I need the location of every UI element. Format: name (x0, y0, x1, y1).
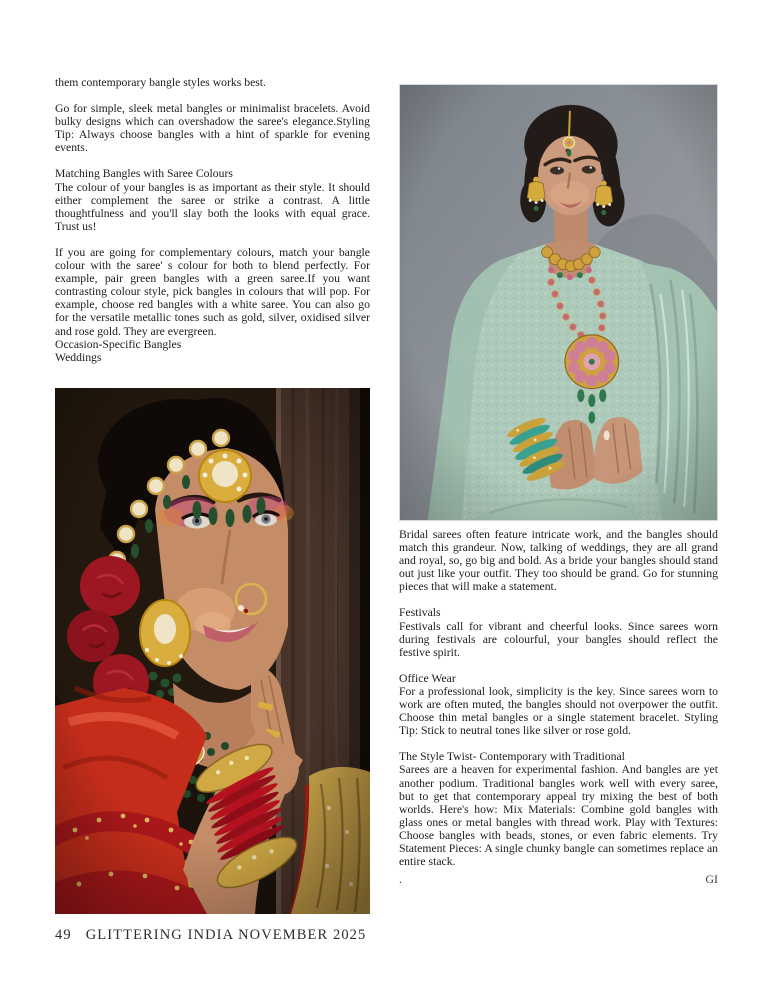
bridal-red-illustration (55, 388, 370, 914)
paragraph-contemporary: them contemporary bangle styles works best. (55, 76, 266, 89)
paragraph-office-wear: For a professional look, simplicity is the key. Since sarees worn to work are often muted, the bangles should not overpower the outfit. Choose thin metal bangles or a single statement bracelet. Styling Tip: Stick to neutral tones like silver or rose gold. (399, 684, 718, 738)
pastel-saree-photo (399, 84, 718, 521)
heading-occasion-specific: Occasion-Specific Bangles (55, 337, 182, 351)
masthead-text: GLITTERING INDIA NOVEMBER 2025 (85, 927, 367, 943)
right-text-column (399, 528, 718, 886)
heading-style-twist: The Style Twist- Contemporary with Traditional (399, 750, 625, 764)
heading-matching-bangles: Matching Bangles with Saree Colours (55, 167, 233, 181)
heading-office-wear: Office Wear (399, 671, 456, 685)
corner-mark: GI (705, 872, 718, 887)
paragraph-sleek-metal: Go for simple, sleek metal bangles or minimalist bracelets. Avoid bulky designs which can overshadow the saree's elegance.Styling Tip: Always choose bangles with a hint of sparkle for evening events. (55, 102, 370, 155)
left-text-column (55, 76, 370, 364)
paragraph-style-twist: Sarees are a heaven for experimental fashion. And bangles are yet another podium. Traditional bangles work well with every saree, but to get that contemporary appeal try mixing the best of both worlds. Here's how: Mix Materials: Combine gold bangles with glass ones or metal bangles with thread work. Play with Textures: Choose bangles with beads, stones, or even fabric elements. Try Statement Pieces: A single chunky bangle can sometimes replace an entire stack. (399, 763, 718, 869)
paragraph-colour-importance: The colour of your bangles is as important as their style. It should either complement the saree or strike a contrast. A little thoughtfulness and you'll slay both the looks with equal grace. Trust us! (55, 180, 370, 233)
heading-weddings: Weddings (55, 350, 102, 364)
paragraph-bridal-sarees: Bridal sarees often feature intricate work, and the bangles should match this grandeur. Now, talking of weddings, they are all grand and royal, so, go big and bold. As a bride your bangles should stand out just like your outfit. They too should be grand. Go for stunning pieces that will make a statement. (399, 528, 718, 594)
page-footer (55, 927, 366, 944)
paragraph-complementary: If you are going for complementary colours, match your bangle colour with the saree' s colour for both to blend perfectly. For example, pair green bangles with a green saree.If you want contrasting colour style, pick bangles in colours that will pop. For example, choose red bangles with a white saree. You can also go for the versatile metallic tones such as gold, silver, oxidised silver and rose gold. They are evergreen. (55, 245, 370, 338)
pastel-saree-illustration (400, 85, 717, 520)
trailing-period: . (399, 873, 402, 887)
heading-festivals: Festivals (399, 606, 441, 620)
paragraph-festivals: Festivals call for vibrant and cheerful looks. Since sarees worn during festivals are colourful, your bangles should reflect the festive spirit. (399, 619, 718, 659)
column-sign-off (399, 873, 718, 886)
page-number: 49 (55, 927, 72, 943)
bridal-red-photo (55, 388, 370, 914)
